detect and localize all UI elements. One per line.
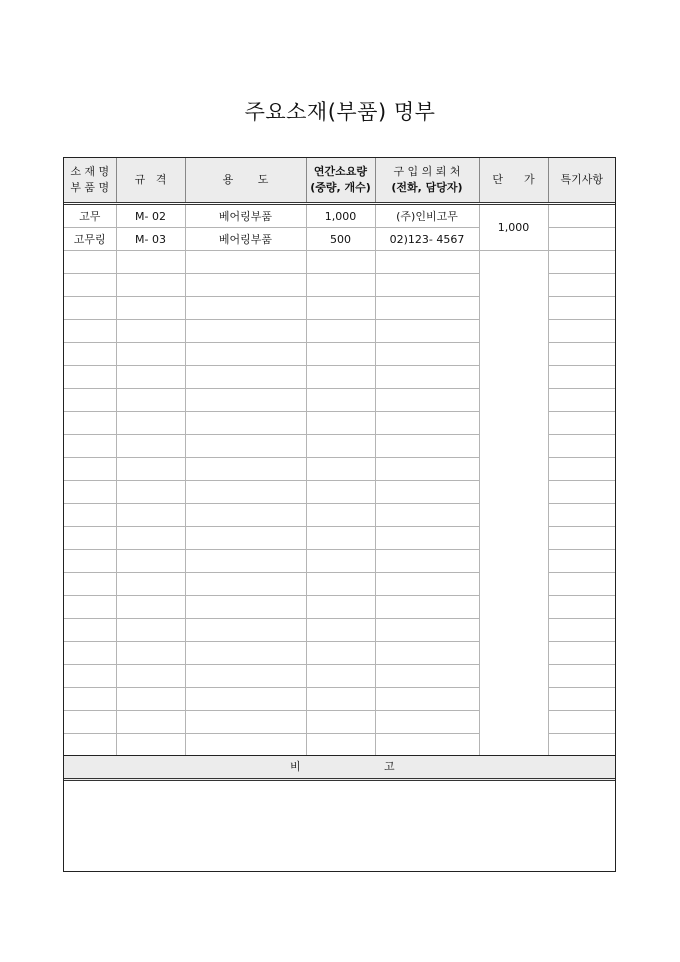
cell-supplier[interactable] — [375, 527, 479, 550]
cell-supplier[interactable] — [375, 412, 479, 435]
cell-supplier[interactable] — [375, 458, 479, 481]
cell-usage[interactable] — [185, 504, 306, 527]
cell-usage[interactable] — [185, 665, 306, 688]
cell-notes[interactable] — [548, 204, 615, 228]
cell-supplier[interactable] — [375, 297, 479, 320]
cell-annual-quantity[interactable] — [306, 320, 375, 343]
cell-annual-quantity[interactable] — [306, 389, 375, 412]
cell-material-name[interactable] — [64, 274, 116, 297]
cell-material-name[interactable] — [64, 251, 116, 274]
cell-notes[interactable] — [548, 550, 615, 573]
cell-material-name[interactable] — [64, 481, 116, 504]
cell-material-name[interactable] — [64, 711, 116, 734]
cell-annual-quantity[interactable] — [306, 504, 375, 527]
table-row — [64, 204, 615, 228]
cell-usage[interactable]: 베어링부품 — [185, 204, 306, 228]
cell-supplier[interactable] — [375, 366, 479, 389]
cell-notes[interactable] — [548, 389, 615, 412]
header-supplier-line2: (전화, 담당자) — [391, 181, 463, 194]
cell-usage[interactable] — [185, 596, 306, 619]
cell-spec[interactable] — [116, 734, 185, 757]
cell-spec[interactable] — [116, 527, 185, 550]
cell-spec[interactable] — [116, 619, 185, 642]
cell-spec[interactable] — [116, 274, 185, 297]
cell-notes[interactable] — [548, 504, 615, 527]
header-material-name — [64, 158, 116, 204]
cell-supplier[interactable] — [375, 320, 479, 343]
cell-usage[interactable] — [185, 550, 306, 573]
cell-supplier[interactable] — [375, 734, 479, 757]
cell-supplier[interactable] — [375, 596, 479, 619]
material-table — [64, 158, 615, 756]
cell-usage[interactable] — [185, 734, 306, 757]
cell-spec[interactable] — [116, 504, 185, 527]
cell-material-name[interactable] — [64, 573, 116, 596]
cell-notes[interactable] — [548, 251, 615, 274]
header-annual-line1: 연간소요량 — [313, 165, 368, 178]
cell-annual-quantity[interactable] — [306, 619, 375, 642]
cell-annual-quantity[interactable] — [306, 527, 375, 550]
cell-annual-quantity[interactable] — [306, 688, 375, 711]
cell-notes[interactable] — [548, 711, 615, 734]
cell-usage[interactable] — [185, 389, 306, 412]
cell-supplier[interactable] — [375, 619, 479, 642]
cell-spec[interactable] — [116, 320, 185, 343]
cell-material-name[interactable] — [64, 550, 116, 573]
cell-spec[interactable] — [116, 297, 185, 320]
cell-material-name[interactable] — [64, 619, 116, 642]
cell-unit-price[interactable]: 1,000 — [479, 204, 548, 251]
cell-notes[interactable] — [548, 619, 615, 642]
cell-spec[interactable] — [116, 596, 185, 619]
cell-spec[interactable] — [116, 251, 185, 274]
cell-supplier[interactable] — [375, 504, 479, 527]
cell-notes[interactable] — [548, 366, 615, 389]
cell-spec[interactable] — [116, 573, 185, 596]
cell-spec[interactable] — [116, 481, 185, 504]
cell-material-name[interactable] — [64, 665, 116, 688]
header-notes: 특기사항 — [548, 158, 615, 204]
cell-material-name[interactable] — [64, 412, 116, 435]
cell-annual-quantity[interactable] — [306, 435, 375, 458]
cell-annual-quantity[interactable] — [306, 297, 375, 320]
header-material-name-line2: 부 품 명 — [70, 181, 110, 194]
cell-supplier[interactable] — [375, 665, 479, 688]
cell-annual-quantity[interactable] — [306, 711, 375, 734]
cell-material-name[interactable] — [64, 596, 116, 619]
cell-unit-price[interactable] — [479, 251, 548, 757]
cell-usage[interactable] — [185, 642, 306, 665]
header-material-name-line1: 소 재 명 — [70, 165, 110, 178]
material-register-form — [63, 157, 616, 872]
cell-supplier[interactable] — [375, 274, 479, 297]
cell-spec[interactable] — [116, 642, 185, 665]
cell-supplier[interactable] — [375, 389, 479, 412]
cell-material-name[interactable] — [64, 389, 116, 412]
remarks-area[interactable] — [64, 783, 615, 871]
cell-spec[interactable] — [116, 343, 185, 366]
cell-spec[interactable] — [116, 688, 185, 711]
cell-usage[interactable] — [185, 274, 306, 297]
cell-notes[interactable] — [548, 274, 615, 297]
cell-usage[interactable] — [185, 435, 306, 458]
cell-usage[interactable] — [185, 458, 306, 481]
cell-usage[interactable] — [185, 619, 306, 642]
cell-annual-quantity[interactable] — [306, 251, 375, 274]
cell-annual-quantity[interactable] — [306, 481, 375, 504]
remarks-header — [64, 755, 615, 781]
cell-supplier[interactable] — [375, 251, 479, 274]
cell-material-name[interactable] — [64, 688, 116, 711]
cell-spec[interactable] — [116, 711, 185, 734]
cell-material-name[interactable]: 고무 — [64, 204, 116, 228]
cell-material-name[interactable] — [64, 435, 116, 458]
cell-notes[interactable] — [548, 297, 615, 320]
cell-annual-quantity[interactable] — [306, 596, 375, 619]
cell-annual-quantity[interactable] — [306, 458, 375, 481]
cell-notes[interactable] — [548, 665, 615, 688]
header-supplier — [375, 158, 479, 204]
cell-usage[interactable] — [185, 251, 306, 274]
cell-notes[interactable] — [548, 228, 615, 251]
cell-material-name[interactable] — [64, 504, 116, 527]
cell-usage[interactable]: 베어링부품 — [185, 228, 306, 251]
cell-material-name[interactable] — [64, 320, 116, 343]
cell-usage[interactable] — [185, 343, 306, 366]
cell-usage[interactable] — [185, 320, 306, 343]
cell-usage[interactable] — [185, 366, 306, 389]
table-body — [64, 204, 615, 757]
cell-notes[interactable] — [548, 573, 615, 596]
header-supplier-line1: 구 입 의 뢰 처 — [393, 165, 461, 178]
cell-annual-quantity[interactable] — [306, 734, 375, 757]
cell-supplier[interactable] — [375, 343, 479, 366]
cell-spec[interactable] — [116, 435, 185, 458]
cell-spec[interactable]: M- 02 — [116, 204, 185, 228]
cell-usage[interactable] — [185, 297, 306, 320]
cell-spec[interactable] — [116, 665, 185, 688]
header-unit-price: 단 가 — [479, 158, 548, 204]
header-annual-quantity — [306, 158, 375, 204]
page-title: 주요소재(부품) 명부 — [244, 100, 436, 124]
cell-spec[interactable] — [116, 366, 185, 389]
cell-notes[interactable] — [548, 596, 615, 619]
header-annual-line2: (중량, 개수) — [310, 181, 371, 194]
cell-material-name[interactable] — [64, 734, 116, 757]
cell-material-name[interactable] — [64, 642, 116, 665]
remarks-label-right: 고 — [384, 760, 395, 773]
cell-usage[interactable] — [185, 412, 306, 435]
cell-usage[interactable] — [185, 688, 306, 711]
cell-annual-quantity[interactable] — [306, 550, 375, 573]
cell-material-name[interactable] — [64, 343, 116, 366]
header-spec: 규 격 — [116, 158, 185, 204]
cell-supplier[interactable] — [375, 711, 479, 734]
cell-notes[interactable] — [548, 527, 615, 550]
cell-spec[interactable] — [116, 412, 185, 435]
cell-usage[interactable] — [185, 481, 306, 504]
cell-annual-quantity[interactable] — [306, 343, 375, 366]
cell-usage[interactable] — [185, 573, 306, 596]
cell-supplier[interactable] — [375, 688, 479, 711]
cell-notes[interactable] — [548, 642, 615, 665]
cell-supplier[interactable] — [375, 642, 479, 665]
cell-annual-quantity[interactable] — [306, 274, 375, 297]
cell-annual-quantity[interactable] — [306, 412, 375, 435]
cell-spec[interactable] — [116, 550, 185, 573]
cell-notes[interactable] — [548, 343, 615, 366]
remarks-label-left: 비 — [290, 760, 301, 773]
cell-notes[interactable] — [548, 320, 615, 343]
cell-supplier[interactable] — [375, 550, 479, 573]
cell-supplier[interactable] — [375, 435, 479, 458]
cell-usage[interactable] — [185, 711, 306, 734]
cell-supplier[interactable]: 02)123- 4567 — [375, 228, 479, 251]
cell-spec[interactable] — [116, 458, 185, 481]
header-usage: 용 도 — [185, 158, 306, 204]
cell-notes[interactable] — [548, 688, 615, 711]
cell-spec[interactable]: M- 03 — [116, 228, 185, 251]
cell-material-name[interactable] — [64, 458, 116, 481]
cell-annual-quantity[interactable] — [306, 665, 375, 688]
cell-material-name[interactable] — [64, 527, 116, 550]
cell-notes[interactable] — [548, 734, 615, 757]
cell-spec[interactable] — [116, 389, 185, 412]
cell-material-name[interactable] — [64, 297, 116, 320]
cell-annual-quantity[interactable] — [306, 642, 375, 665]
cell-notes[interactable] — [548, 435, 615, 458]
cell-usage[interactable] — [185, 527, 306, 550]
cell-supplier[interactable] — [375, 573, 479, 596]
cell-annual-quantity[interactable]: 500 — [306, 228, 375, 251]
cell-supplier[interactable] — [375, 481, 479, 504]
cell-annual-quantity[interactable] — [306, 573, 375, 596]
cell-annual-quantity[interactable]: 1,000 — [306, 204, 375, 228]
cell-material-name[interactable]: 고무링 — [64, 228, 116, 251]
cell-supplier[interactable]: (주)인비고무 — [375, 204, 479, 228]
cell-material-name[interactable] — [64, 366, 116, 389]
cell-notes[interactable] — [548, 412, 615, 435]
cell-notes[interactable] — [548, 481, 615, 504]
header-row — [64, 158, 615, 204]
table-row — [64, 251, 615, 274]
cell-notes[interactable] — [548, 458, 615, 481]
cell-annual-quantity[interactable] — [306, 366, 375, 389]
